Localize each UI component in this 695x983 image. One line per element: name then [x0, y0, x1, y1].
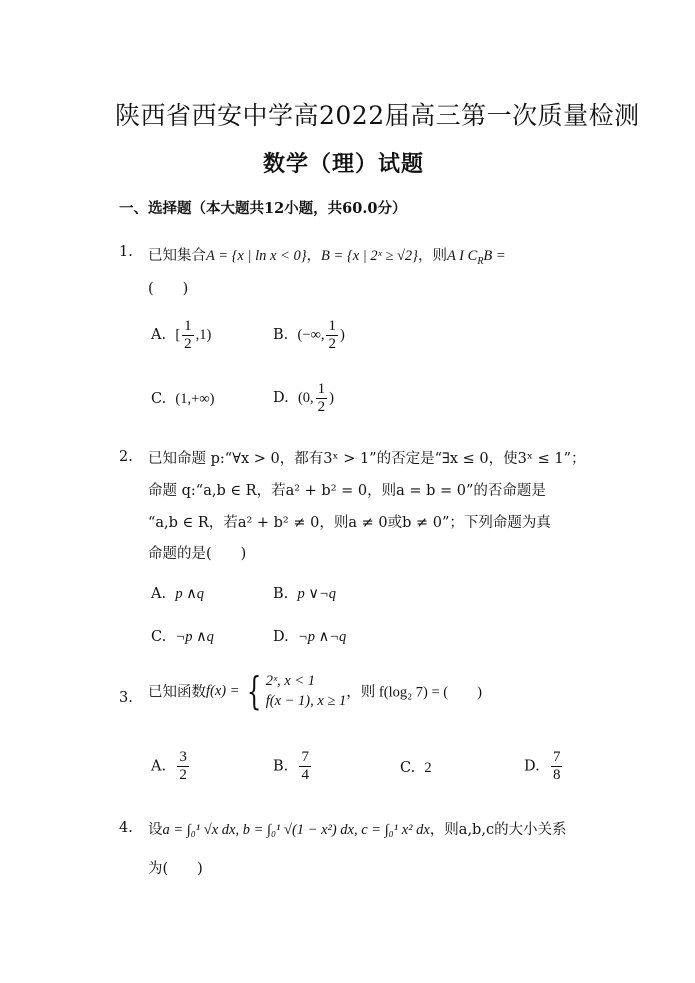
option-d[interactable]: D. $\frac{7}{8}$ — [524, 749, 561, 783]
option-a-value: $\frac{3}{2}$ — [179, 749, 187, 783]
option-b-value: (−∞, $\frac{1}{2}$ ) — [297, 318, 345, 352]
page-subtitle: 数学（理）试题 — [263, 151, 425, 177]
option-a[interactable]: A. p ∧q — [151, 586, 205, 602]
question-number: 3. — [119, 690, 133, 706]
page-title: 陕西省西安中学高2022届高三第一次质量检测 — [115, 101, 640, 130]
question-2-line-1: 已知命题 p:“∀x > 0，都有3ˣ > 1”的否定是“∃x ≤ 0，使3ˣ ≤ 1”； — [148, 451, 586, 467]
question-2-line-2: 命题 q:“a,b ∈ R，若a² + b² = 0，则a = b = 0”的否命题是 — [148, 483, 546, 499]
option-b-value: $\frac{7}{4}$ — [301, 749, 309, 783]
question-4-stem: 设a = ∫₀¹ √x dx, b = ∫₀¹ √(1 − x²) dx, c = ∫₀¹ x² dx，则a,b,c的大小关系 — [148, 822, 567, 838]
option-b[interactable]: B. p ∨¬q — [273, 586, 337, 602]
option-c-value: (1,+∞) — [175, 391, 215, 407]
set-a: A = {x | ln x < 0} — [206, 248, 307, 264]
question-2-line-4: 命题的是( ) — [148, 546, 247, 562]
option-b[interactable]: B. (−∞, $\frac{1}{2}$ ) — [273, 318, 345, 352]
option-c[interactable]: C. 2 — [400, 760, 432, 776]
question-3-stem: 已知函数f(x) = { 2ˣ, x < 1 f(x − 1), x ≥ 1 ，则 f(log₂ 7) = ( ) — [148, 669, 482, 713]
option-d-value: ¬p ∧¬q — [297, 629, 347, 645]
question-2-line-3: “a,b ∈ R，若a² + b² ≠ 0，则a ≠ 0或b ≠ 0”；下列命题为真 — [148, 515, 551, 531]
complement-expression: A I $C_RB$ = — [446, 248, 506, 267]
question-number: 2. — [119, 449, 133, 465]
integral-expression: a = ∫₀¹ √x dx, b = ∫₀¹ √(1 − x²) dx, c = ∫₀¹ x² dx — [162, 822, 430, 838]
option-b[interactable]: B. $\frac{7}{4}$ — [273, 749, 309, 783]
option-d-value: (0, $\frac{1}{2}$ ) — [297, 381, 334, 415]
option-a[interactable]: A. [ $\frac{1}{2}$ ,1) — [151, 318, 212, 352]
function-def: f(x) = — [206, 682, 240, 699]
piecewise-cases: 2ˣ, x < 1 f(x − 1), x ≥ 1 — [265, 673, 347, 709]
option-d[interactable]: D. ¬p ∧¬q — [273, 629, 347, 645]
option-c-value: 2 — [424, 760, 432, 776]
question-4-line-2: 为( ) — [148, 861, 203, 877]
option-b-value: p ∨¬q — [297, 586, 337, 602]
option-a-value: [ $\frac{1}{2}$ ,1) — [175, 318, 212, 352]
option-d[interactable]: D. (0, $\frac{1}{2}$ ) — [273, 381, 334, 415]
question-number: 1. — [119, 244, 133, 260]
question-number: 4. — [119, 820, 133, 836]
option-c-value: ¬p ∧q — [175, 629, 214, 645]
question-3-tail: ，则 f(log₂ 7) = ( ) — [346, 684, 482, 701]
section-heading: 一、选择题（本大题共12小题，共60.0分） — [119, 200, 407, 217]
question-1-stem: 已知集合A = {x | ln x < 0}，B = {x | 2ˣ ≥ √2}，则A I $C_RB$ = — [148, 248, 506, 267]
answer-paren: ( ) — [148, 281, 189, 297]
option-a-value: p ∧q — [175, 586, 205, 602]
option-c[interactable]: C. ¬p ∧q — [151, 629, 214, 645]
option-c[interactable]: C. (1,+∞) — [151, 391, 215, 407]
option-a[interactable]: A. $\frac{3}{2}$ — [151, 749, 187, 783]
left-brace-icon: { — [246, 669, 261, 713]
option-d-value: $\frac{7}{8}$ — [552, 749, 561, 783]
set-b: B = {x | 2ˣ ≥ √2} — [321, 248, 418, 264]
